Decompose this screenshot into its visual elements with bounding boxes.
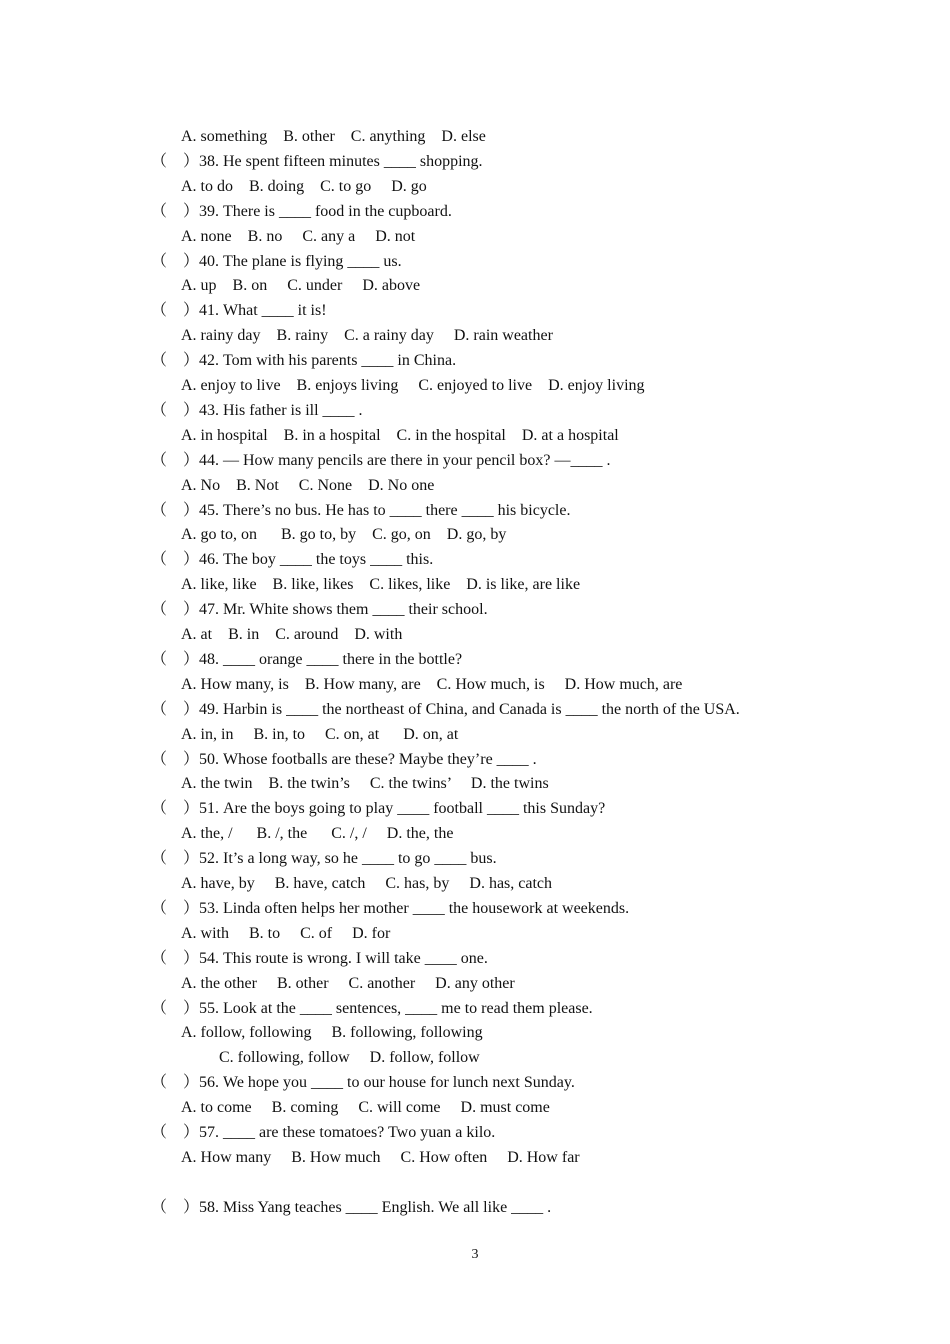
question-line: （ ）45. There’s no bus. He has to ____ there ____ his bicycle.: [151, 501, 571, 519]
options-line: A. to do B. doing C. to go D. go: [181, 177, 427, 195]
options-line: A. the, / B. /, the C. /, / D. the, the: [181, 825, 454, 843]
options-line: A. to come B. coming C. will come D. must come: [181, 1099, 550, 1117]
question-line: （ ）46. The boy ____ the toys ____ this.: [151, 551, 434, 569]
question-line: （ ）57. ____ are these tomatoes? Two yuan a kilo.: [151, 1124, 496, 1141]
question-line: （ ）52. It’s a long way, so he ____ to go ____ bus.: [151, 850, 497, 868]
options-line: A. the twin B. the twin’s C. the twins’ D. the twins: [181, 775, 549, 793]
question-line: （ ）53. Linda often helps her mother ____ the housework at weekends.: [151, 899, 630, 917]
question-line: （ ）51. Are the boys going to play ____ football ____ this Sunday?: [151, 800, 606, 818]
options-line: A. with B. to C. of D. for: [181, 924, 391, 942]
question-line: （ ）40. The plane is flying ____ us.: [151, 252, 402, 270]
options-line: A. something B. other C. anything D. else: [181, 128, 486, 145]
options-line: A. up B. on C. under D. above: [181, 277, 421, 295]
options-line: A. in hospital B. in a hospital C. in the hospital D. at a hospital: [181, 426, 619, 444]
question-line: （ ）41. What ____ it is!: [151, 302, 327, 320]
options-line: A. How many, is B. How many, are C. How much, is D. How much, are: [181, 675, 683, 693]
question-line: （ ）49. Harbin is ____ the northeast of China, and Canada is ____ the north of the USA.: [151, 700, 740, 718]
options-line: A. How many B. How much C. How often D. How far: [181, 1148, 580, 1166]
options-line: A. at B. in C. around D. with: [181, 626, 403, 643]
question-line: （ ）56. We hope you ____ to our house for lunch next Sunday.: [151, 1074, 575, 1092]
question-line: （ ）42. Tom with his parents ____ in China.: [151, 352, 457, 370]
question-line: （ ）43. His father is ill ____ .: [151, 401, 363, 419]
question-line: （ ）48. ____ orange ____ there in the bottle?: [151, 650, 463, 668]
options-line: A. go to, on B. go to, by C. go, on D. go, by: [181, 526, 507, 544]
question-line: （ ）55. Look at the ____ sentences, ____ me to read them please.: [151, 999, 593, 1017]
question-line: （ ）54. This route is wrong. I will take ____ one.: [151, 949, 488, 967]
options-line: A. in, in B. in, to C. on, at D. on, at: [181, 725, 459, 743]
question-line: （ ）50. Whose footballs are these? Maybe they’re ____ .: [151, 750, 537, 768]
question-line: （ ）58. Miss Yang teaches ____ English. We all like ____ .: [151, 1198, 552, 1216]
options-line: A. enjoy to live B. enjoys living C. enjoyed to live D. enjoy living: [181, 377, 645, 394]
options-line: A. follow, following B. following, following: [181, 1024, 483, 1042]
options-line: A. No B. Not C. None D. No one: [181, 476, 435, 494]
page-number: 3: [471, 1247, 479, 1262]
question-line: （ ）39. There is ____ food in the cupboard.: [151, 202, 452, 220]
question-line: （ ）38. He spent fifteen minutes ____ shopping.: [151, 152, 483, 170]
options-line: A. rainy day B. rainy C. a rainy day D. rain weather: [181, 327, 553, 345]
question-line: （ ）44. — How many pencils are there in your pencil box? —____ .: [151, 451, 611, 469]
options-line: A. have, by B. have, catch C. has, by D. has, catch: [181, 875, 553, 892]
options-line: A. none B. no C. any a D. not: [181, 227, 416, 245]
options-line: C. following, follow D. follow, follow: [219, 1049, 480, 1067]
options-line: A. the other B. other C. another D. any other: [181, 974, 515, 992]
question-line: （ ）47. Mr. White shows them ____ their school.: [151, 601, 488, 619]
options-line: A. like, like B. like, likes C. likes, like D. is like, are like: [181, 576, 581, 594]
